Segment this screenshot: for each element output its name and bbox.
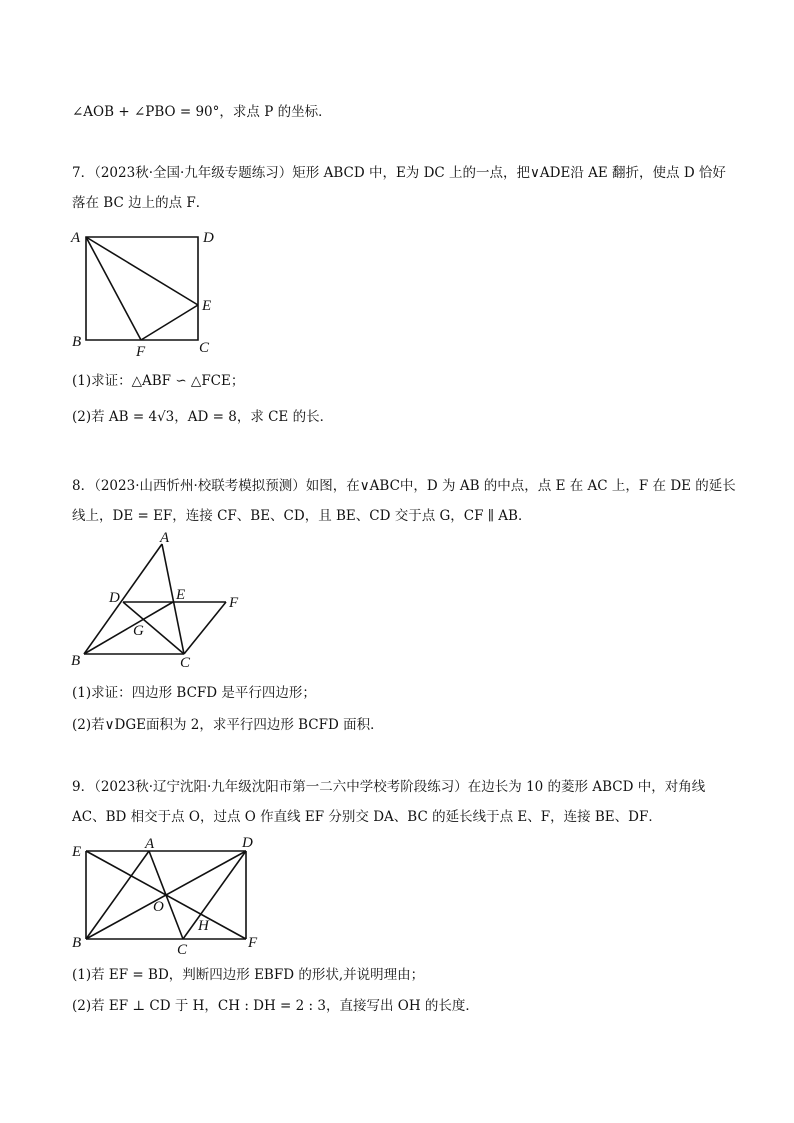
problem-8-question-2: (2)若∨DGE面积为 2，求平行四边形 BCFD 面积． bbox=[72, 717, 384, 733]
problem-8-number: 8． bbox=[72, 478, 95, 494]
label-f: F bbox=[136, 344, 146, 360]
label-b: B bbox=[72, 334, 82, 350]
problem-8-statement-line2: 线上，DE = EF，连接 CF、BE、CD，且 BE、CD 交于点 G，CF ∥ AB． bbox=[72, 508, 532, 524]
label-a: A bbox=[160, 532, 170, 546]
label-f: F bbox=[229, 595, 239, 611]
problem-9-figure bbox=[68, 832, 268, 958]
segment-ae bbox=[86, 237, 198, 305]
label-a: A bbox=[71, 230, 81, 246]
problem-7-number: 7． bbox=[72, 165, 95, 181]
problem-9-statement-line2: AC、BD 相交于点 O，过点 O 作直线 EF 分别交 DA、BC 的延长线于点 E、F，连接 BE、DF． bbox=[72, 809, 662, 825]
problem-7-statement-line2: 落在 BC 边上的点 F． bbox=[72, 195, 210, 211]
problem-8-figure bbox=[66, 532, 256, 672]
problem-8-statement-line1 bbox=[72, 477, 736, 495]
label-c: C bbox=[180, 655, 191, 671]
problem-7-figure bbox=[68, 222, 228, 362]
problem-9-statement-line1 bbox=[72, 778, 705, 796]
label-b: B bbox=[72, 935, 82, 951]
rhombus-diagram bbox=[68, 832, 268, 958]
segment-cf bbox=[184, 602, 226, 654]
segment-ba bbox=[86, 851, 149, 939]
rectangle-fold-diagram bbox=[68, 222, 228, 362]
problem-7-text-1: （2023秋·全国·九年级专题练习）矩形 ABCD 中，E为 DC 上的一点，把∨ADE沿 AE 翻折，使点 D 恰好 bbox=[94, 165, 726, 181]
problem-9-text-1: （2023秋·辽宁沈阳·九年级沈阳市第一二六中学校考阶段练习）在边长为 10 的菱形 ABCD 中，对角线 bbox=[94, 779, 706, 795]
problem-9-question-2: (2)若 EF ⊥ CD 于 H，CH : DH = 2 : 3，直接写出 OH 的长度． bbox=[72, 998, 479, 1014]
label-c: C bbox=[199, 340, 210, 356]
label-c: C bbox=[177, 942, 188, 958]
problem-7-statement-line1 bbox=[72, 164, 726, 182]
top-line: ∠AOB + ∠PBO = 90°，求点 P 的坐标． bbox=[72, 104, 332, 120]
problem-7-question-2: (2)若 AB = 4√3，AD = 8，求 CE 的长． bbox=[72, 409, 334, 425]
label-b: B bbox=[71, 653, 81, 669]
segment-ab bbox=[84, 544, 162, 654]
parallelogram-diagram bbox=[66, 532, 256, 672]
label-o: O bbox=[153, 899, 164, 915]
label-d: D bbox=[203, 230, 214, 246]
label-e: E bbox=[202, 298, 212, 314]
problem-7-question-1: (1)求证：△ABF ∽ △FCE； bbox=[72, 373, 245, 389]
label-a: A bbox=[145, 836, 155, 852]
label-h: H bbox=[198, 918, 209, 934]
label-f: F bbox=[248, 935, 258, 951]
label-d: D bbox=[109, 590, 120, 606]
label-d: D bbox=[242, 835, 253, 851]
problem-8-text-1: （2023·山西忻州·校联考模拟预测）如图，在∨ABC中，D 为 AB 的中点，点 E 在 AC 上，F 在 DE 的延长 bbox=[94, 478, 736, 494]
segment-be bbox=[84, 602, 173, 654]
segment-af bbox=[86, 237, 141, 340]
label-g: G bbox=[133, 623, 144, 639]
label-e: E bbox=[176, 587, 186, 603]
problem-9-question-1: (1)若 EF = BD，判断四边形 EBFD 的形状,并说明理由； bbox=[72, 967, 425, 983]
label-e: E bbox=[72, 844, 82, 860]
rectangle-abcd bbox=[86, 237, 198, 340]
problem-8-question-1: (1)求证：四边形 BCFD 是平行四边形； bbox=[72, 685, 316, 701]
segment-cd bbox=[183, 851, 246, 939]
problem-9-number: 9． bbox=[72, 779, 95, 795]
segment-fe bbox=[141, 305, 198, 340]
